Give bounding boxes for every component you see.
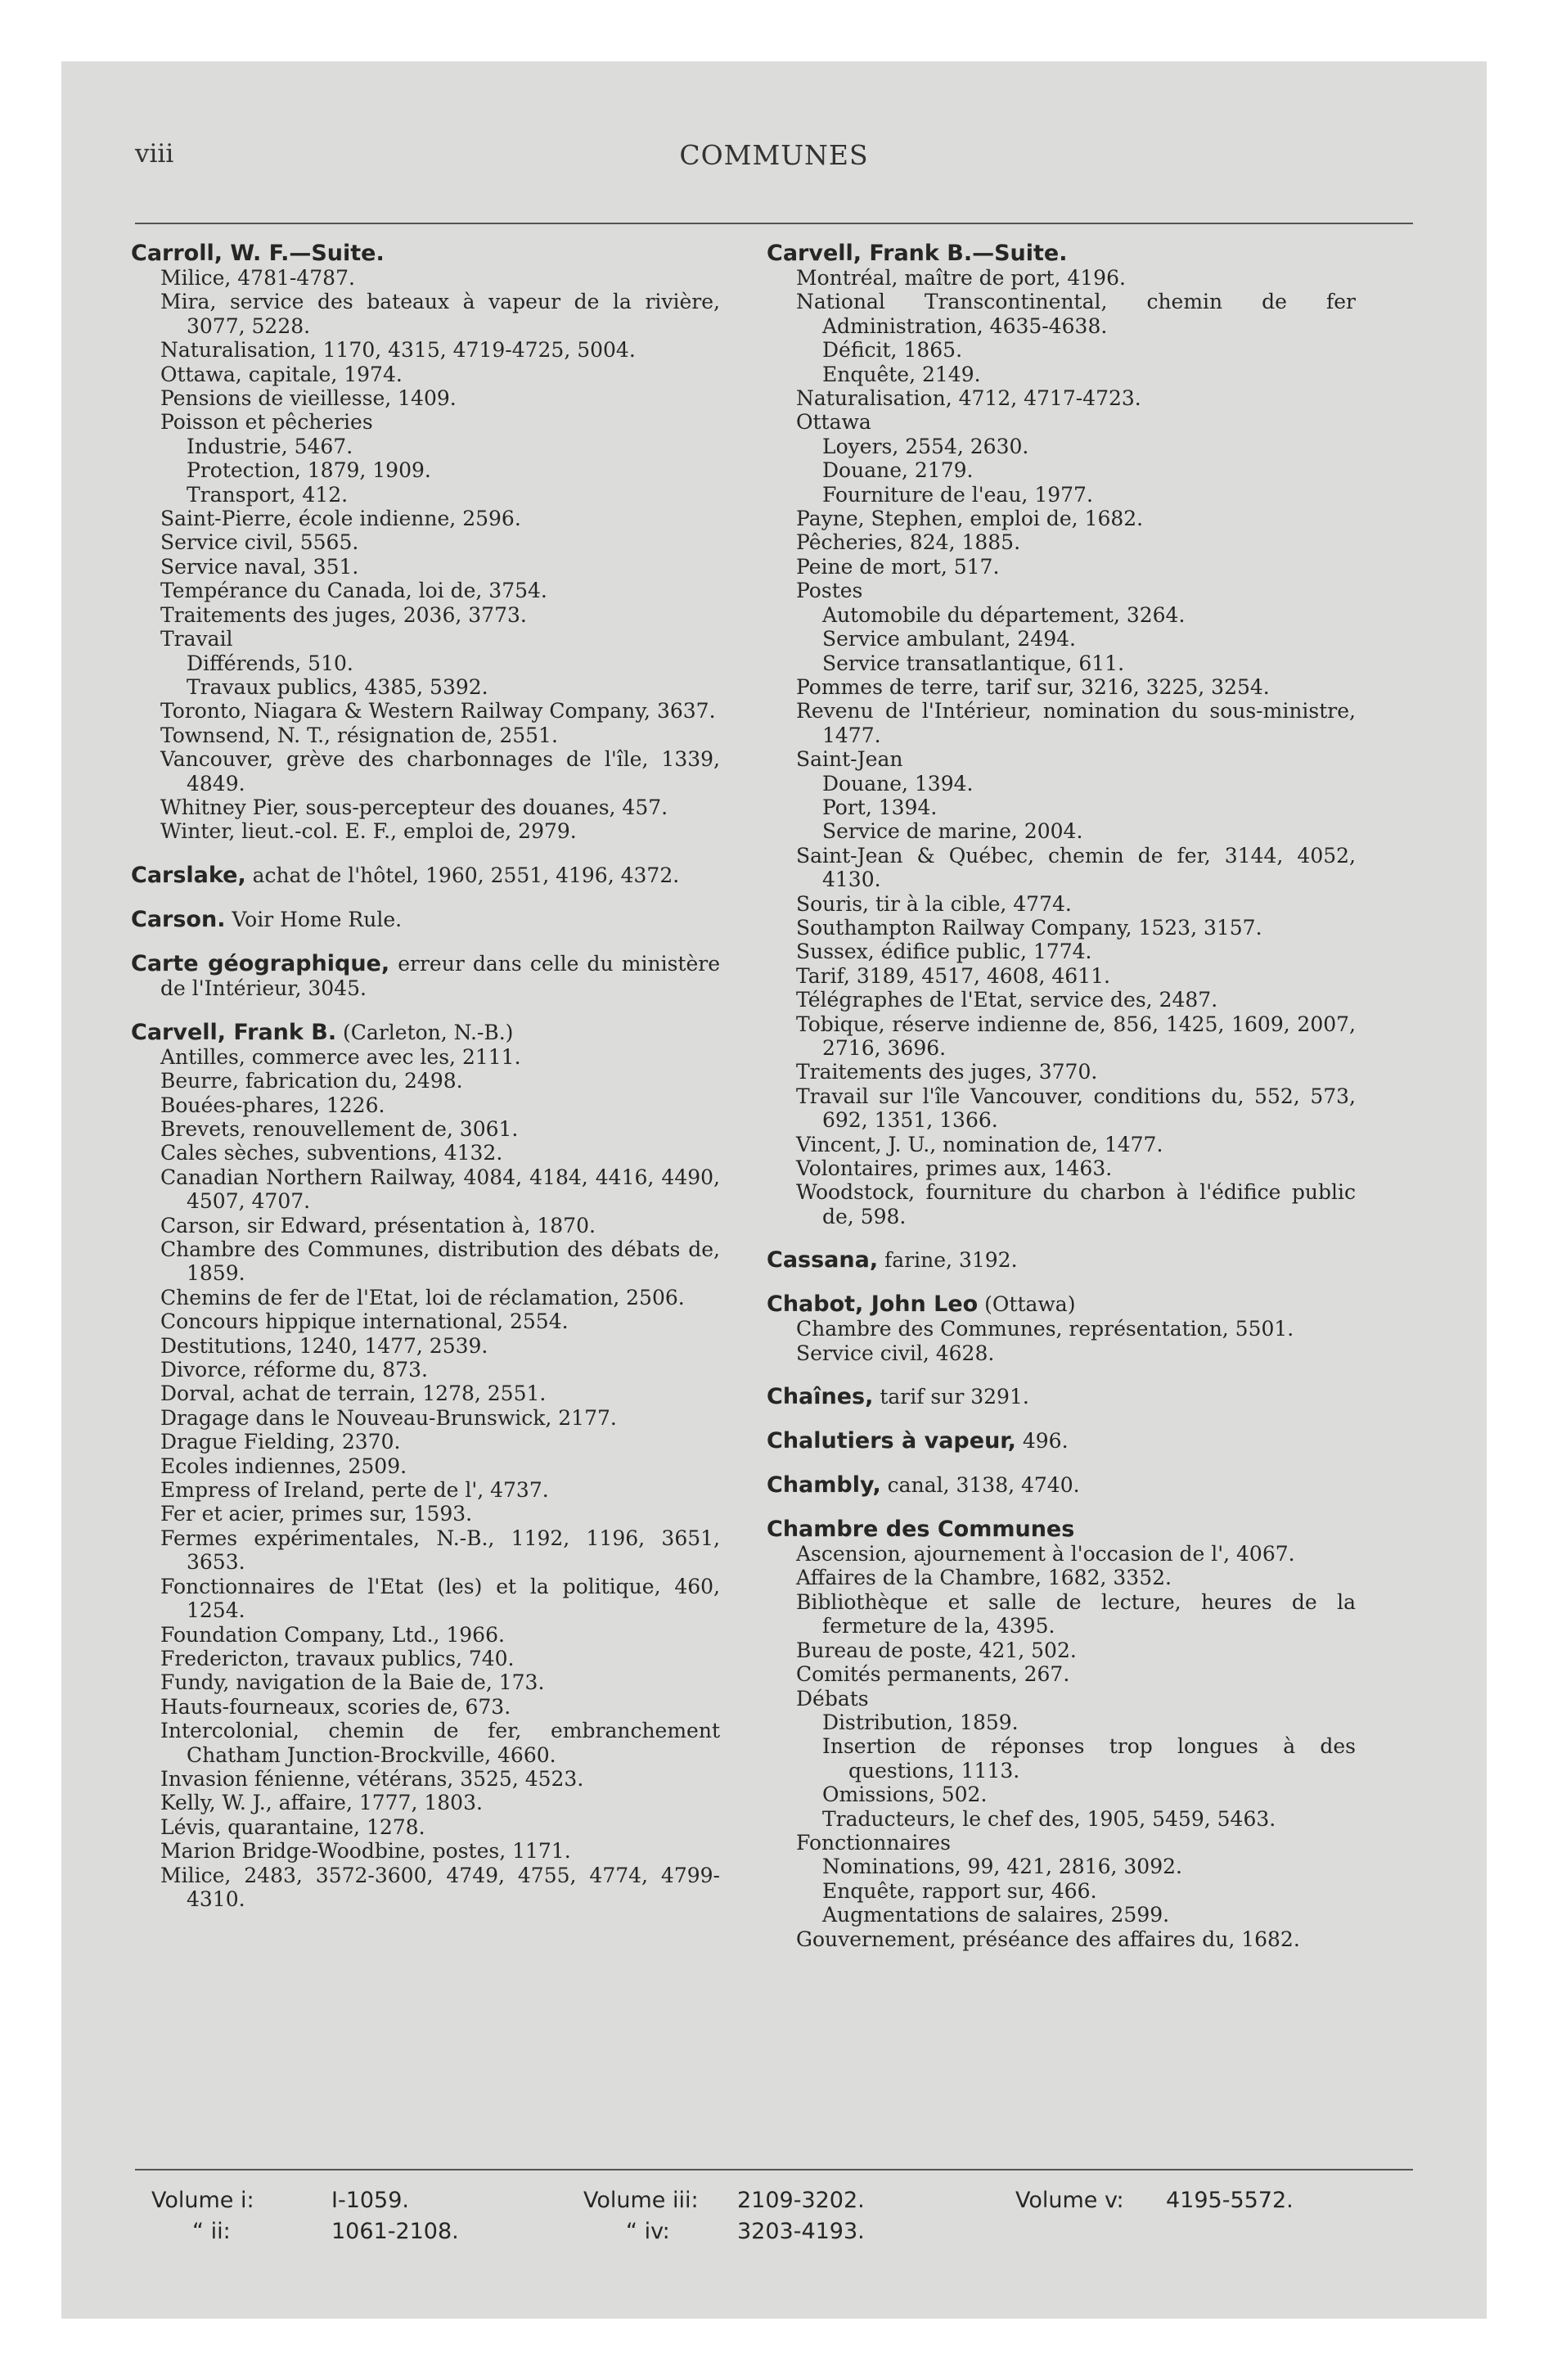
entry-heading-line [131,1021,720,1045]
header-divider [135,223,1413,224]
entry-heading-line [131,908,720,932]
entry-line: Traitements des juges, 3770. [796,1060,1098,1084]
entry-line: Ottawa, capitale, 1974. [160,362,403,386]
entry-line: Ecoles indiennes, 2509. [160,1454,407,1478]
entry-line: Fredericton, travaux publics, 740. [160,1646,515,1670]
entry-heading: Cassana, [767,1247,879,1273]
entry-line: Service civil, 5565. [160,530,359,555]
entry-line: Service civil, 4628. [796,1341,995,1365]
entry-heading-text: tarif sur 3291. [873,1385,1029,1409]
entry-heading: Chalutiers à vapeur, [767,1428,1016,1454]
entry-line: Tarif, 3189, 4517, 4608, 4611. [796,963,1110,988]
entry-line: Chambre des Communes, représentation, 5501. [796,1317,1294,1341]
entry-line: Saint-Jean & Québec, chemin de fer, 3144, 4052, 4130. [796,843,1356,892]
subentry-line: Protection, 1879, 1909. [187,458,431,483]
footer-volume-2-label: “ ii: [192,2219,231,2244]
index-page [61,61,1487,2319]
entry-line: Beurre, fabrication du, 2498. [160,1069,463,1093]
subentry-line: Travaux publics, 4385, 5392. [187,674,488,699]
entry-line: Débats [796,1686,869,1711]
subentry-line: Enquête, rapport sur, 466. [822,1878,1097,1903]
entry-line: Traitements des juges, 2036, 3773. [160,602,527,627]
entry-heading: Carroll, W. F.—Suite. [131,241,385,266]
entry-line: Naturalisation, 4712, 4717-4723. [796,386,1141,411]
entry-line: Payne, Stephen, emploi de, 1682. [796,507,1144,531]
entry-line: Southampton Railway Company, 1523, 3157. [796,915,1262,940]
entry-heading-text: 496. [1015,1429,1069,1454]
subentry-line: Différends, 510. [187,651,353,675]
entry-line: Souris, tir à la cible, 4774. [796,891,1072,916]
entry-heading-text: (Ottawa) [978,1292,1076,1317]
entry-line: Ascension, ajournement à l'occasion de l', 4067. [796,1542,1295,1566]
footer-volume-3-label: Volume iii: [583,2188,699,2213]
entry-line: Toronto, Niagara & Western Railway Company, 3637. [160,699,716,723]
right-column [767,241,1356,1951]
entry-line: National Transcontinental, chemin de fer Administration, 4635-4638. [796,290,1356,338]
entry-line: Pensions de vieillesse, 1409. [160,386,457,411]
subentry-line: Service transatlantique, 611. [822,651,1125,675]
entry-line: Marion Bridge-Woodbine, postes, 1171. [160,1839,571,1864]
entry-line: Drague Fielding, 2370. [160,1430,401,1454]
index-entry [767,1517,1356,1951]
footer-volume-5-label: Volume v: [1015,2188,1124,2213]
subentry-line: Augmentations de salaires, 2599. [822,1903,1170,1927]
entry-line: Naturalisation, 1170, 4315, 4719-4725, 5004. [160,338,636,363]
page-title: COMMUNES [679,139,869,171]
entry-line: Bureau de poste, 421, 502. [796,1638,1077,1662]
entry-line: Saint-Pierre, école indienne, 2596. [160,507,521,531]
entry-line: Chemins de fer de l'Etat, loi de réclamation, 2506. [160,1285,685,1309]
entry-heading-line [131,863,720,888]
entry-line: Gouvernement, préséance des affaires du, 1682. [796,1927,1300,1951]
index-entry [767,1292,1356,1365]
entry-line: Hauts-fourneaux, scories de, 673. [160,1694,511,1719]
entry-line: Milice, 4781-4787. [160,266,355,290]
subentry-line: Transport, 412. [187,482,349,507]
page-number: viii [135,139,174,169]
entry-line: Affaires de la Chambre, 1682, 3352. [796,1566,1172,1590]
entry-line: Invasion fénienne, vétérans, 3525, 4523. [160,1766,584,1791]
subentry-line: Nominations, 99, 421, 2816, 3092. [822,1855,1182,1879]
entry-heading-line [767,241,1356,266]
entry-heading-text: Voir Home Rule. [225,907,403,931]
entry-line: Revenu de l'Intérieur, nomination du sous-ministre, 1477. [796,699,1356,747]
subentry-line: Omissions, 502. [822,1783,988,1807]
entry-heading-text: erreur dans celle du ministère de l'Intérieur, 3045. [160,951,720,1000]
index-entry [131,952,720,1001]
entry-line: Chambre des Communes, distribution des débats de, 1859. [160,1237,720,1286]
entry-heading: Chabot, John Leo [767,1291,979,1318]
entry-line: Ottawa [796,410,871,435]
entry-line: Pommes de terre, tarif sur, 3216, 3225, 3254. [796,674,1270,699]
entry-line: Tempérance du Canada, loi de, 3754. [160,579,547,603]
entry-heading-line [767,1292,1356,1317]
entry-line: Winter, lieut.-col. E. F., emploi de, 2979. [160,819,577,844]
entry-line: Destitutions, 1240, 1477, 2539. [160,1333,488,1358]
index-entry [767,1385,1356,1409]
subentry-line: Douane, 2179. [822,458,974,483]
subentry-line: Douane, 1394. [822,771,974,796]
footer-volume-2-range: 1061-2108. [331,2219,459,2244]
footer-volume-4-range: 3203-4193. [737,2219,865,2244]
entry-line: Sussex, édifice public, 1774. [796,940,1092,964]
subentry-line: Traducteurs, le chef des, 1905, 5459, 5463. [822,1806,1276,1831]
entry-heading-line [767,1473,1356,1498]
entry-line: Service naval, 351. [160,554,359,579]
entry-line: Fonctionnaires de l'Etat (les) et la politique, 460, 1254. [160,1574,720,1623]
entry-line: Bouées-phares, 1226. [160,1093,385,1117]
footer-volume-1-range: I-1059. [331,2188,410,2213]
footer-volume-4-label: “ iv: [626,2219,670,2244]
entry-line: Bibliothèque et salle de lecture, heures de la fermeture de la, 4395. [796,1589,1356,1639]
entry-line: Fundy, navigation de la Baie de, 173. [160,1670,545,1695]
entry-line: Tobique, réserve indienne de, 856, 1425, 1609, 2007, 2716, 3696. [796,1012,1356,1060]
entry-line: Poisson et pêcheries [160,410,373,435]
entry-line: Milice, 2483, 3572-3600, 4749, 4755, 4774, 4799-4310. [160,1863,720,1911]
index-entry [767,1248,1356,1273]
footer-volume-1-label: Volume i: [151,2188,254,2213]
subentry-line: Service ambulant, 2494. [822,627,1076,651]
entry-heading-line [767,1517,1356,1542]
entry-line: Volontaires, primes aux, 1463. [796,1156,1113,1181]
subentry-line: Insertion de réponses trop longues à des questions, 1113. [822,1734,1356,1783]
entry-heading-line [767,1429,1356,1454]
entry-heading-line [767,1385,1356,1409]
subentry-line: Distribution, 1859. [822,1710,1019,1734]
entry-heading: Carvell, Frank B. [131,1019,337,1045]
entry-line: Vancouver, grève des charbonnages de l'île, 1339, 4849. [160,747,720,796]
entry-line: Lévis, quarantaine, 1278. [160,1814,425,1839]
footer-volume-3-range: 2109-3202. [737,2188,865,2213]
entry-line: Vincent, J. U., nomination de, 1477. [796,1132,1163,1156]
entry-line: Cales sèches, subventions, 4132. [160,1141,503,1165]
entry-line: Whitney Pier, sous-percepteur des douanes, 457. [160,795,668,819]
entry-line: Saint-Jean [796,747,903,772]
entry-line: Townsend, N. T., résignation de, 2551. [160,723,558,747]
entry-line: Fonctionnaires [796,1830,951,1855]
footer-volume-5-range: 4195-5572. [1166,2188,1294,2213]
subentry-line: Industrie, 5467. [187,434,353,458]
index-entry [131,908,720,932]
entry-line: Carson, sir Edward, présentation à, 1870. [160,1213,596,1237]
entry-line: Foundation Company, Ltd., 1966. [160,1622,505,1647]
entry-heading-line [767,1248,1356,1273]
index-entry [131,863,720,888]
subentry-line: Loyers, 2554, 2630. [822,434,1029,458]
entry-line: Kelly, W. J., affaire, 1777, 1803. [160,1791,483,1815]
entry-line: Mira, service des bateaux à vapeur de la rivière, 3077, 5228. [160,290,720,338]
entry-line: Postes [796,579,863,603]
entry-line: Peine de mort, 517. [796,554,1000,579]
entry-line: Concours hippique international, 2554. [160,1309,569,1334]
subentry-line: Automobile du département, 3264. [822,602,1186,627]
footer-divider [135,2169,1413,2170]
index-entry [131,241,720,844]
entry-line: Comités permanents, 267. [796,1662,1070,1687]
entry-line: Canadian Northern Railway, 4084, 4184, 4416, 4490, 4507, 4707. [160,1165,720,1214]
entry-heading-text: achat de l'hôtel, 1960, 2551, 4196, 4372. [245,863,680,887]
subentry-line: Déficit, 1865. [822,338,963,363]
entry-heading-line [131,241,720,266]
entry-heading: Chambre des Communes [767,1517,1075,1543]
entry-line: Télégraphes de l'Etat, service des, 2487. [796,988,1218,1012]
entry-line: Empress of Ireland, perte de l', 4737. [160,1478,549,1503]
left-column [131,241,720,1911]
entry-line: Montréal, maître de port, 4196. [796,266,1126,290]
entry-line: Travail sur l'île Vancouver, conditions du, 552, 573, 692, 1351, 1366. [796,1084,1356,1133]
subentry-line: Service de marine, 2004. [822,819,1083,844]
entry-heading: Chambly, [767,1472,881,1499]
index-entry [767,241,1356,1228]
index-entry [767,1429,1356,1454]
subentry-line: Enquête, 2149. [822,362,981,386]
entry-line: Divorce, réforme du, 873. [160,1358,428,1382]
entry-heading-line [131,952,720,1001]
entry-line: Intercolonial, chemin de fer, embranchement Chatham Junction-Brockville, 4660. [160,1719,720,1767]
entry-line: Brevets, renouvellement de, 3061. [160,1116,519,1141]
index-entry [131,1021,720,1912]
entry-heading-text: canal, 3138, 4740. [880,1473,1080,1498]
entry-line: Fermes expérimentales, N.-B., 1192, 1196, 3651, 3653. [160,1526,720,1575]
subentry-line: Fourniture de l'eau, 1977. [822,482,1093,507]
entry-heading: Chaînes, [767,1384,874,1410]
subentry-line: Port, 1394. [822,795,938,819]
index-entry [767,1473,1356,1498]
entry-line: Woodstock, fourniture du charbon à l'édifice public de, 598. [796,1180,1356,1228]
entry-line: Pêcheries, 824, 1885. [796,530,1021,555]
entry-heading: Carte géographique, [131,950,390,976]
entry-heading-text: farine, 3192. [878,1248,1018,1273]
entry-heading: Carson. [131,906,226,932]
entry-heading-text: (Carleton, N.-B.) [336,1020,514,1044]
entry-line: Dorval, achat de terrain, 1278, 2551. [160,1382,547,1406]
entry-line: Fer et acier, primes sur, 1593. [160,1502,473,1526]
entry-heading: Carvell, Frank B.—Suite. [767,241,1068,266]
entry-heading: Carslake, [131,862,246,888]
entry-line: Antilles, commerce avec les, 2111. [160,1044,521,1069]
entry-line: Dragage dans le Nouveau-Brunswick, 2177. [160,1405,617,1430]
entry-line: Travail [160,627,233,651]
